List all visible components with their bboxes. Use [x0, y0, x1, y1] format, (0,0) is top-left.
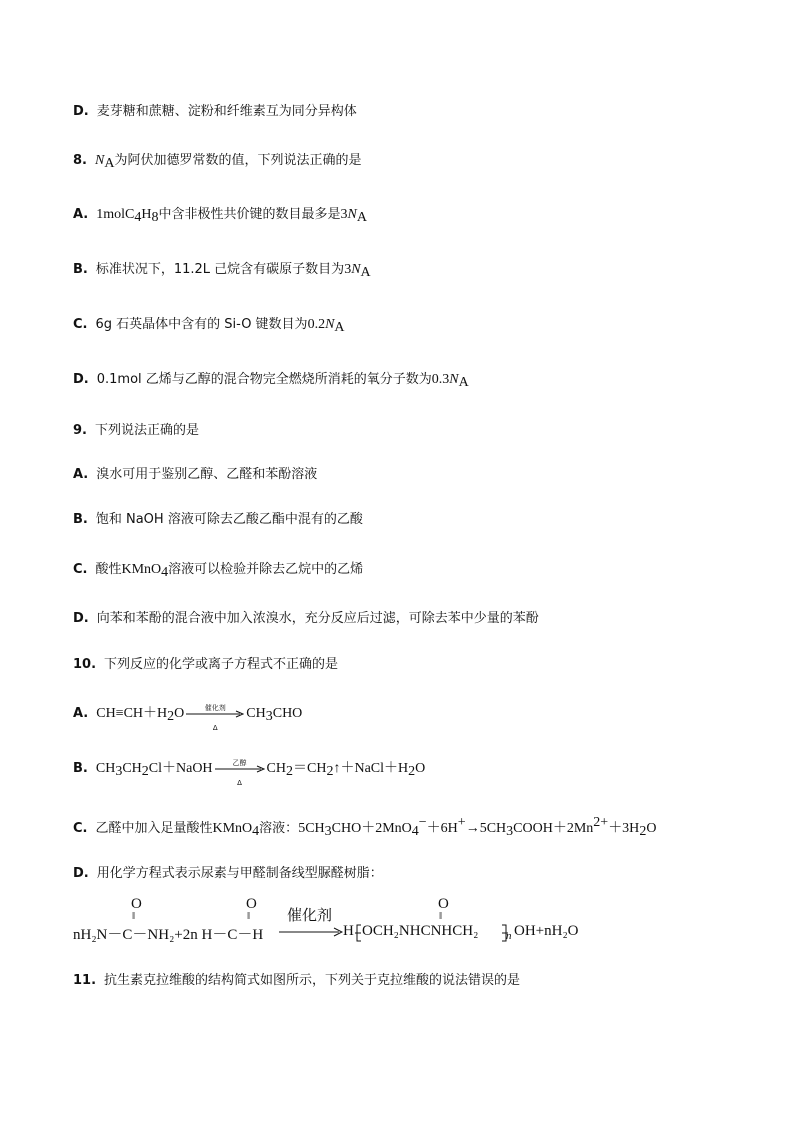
- q9-stem: [73, 422, 199, 440]
- carbonyl-oxygen: O: [438, 896, 449, 912]
- formula-part: ↑＋NaCl＋H: [333, 761, 409, 776]
- formula-subscript: 2: [326, 764, 334, 779]
- option-label: A.: [73, 706, 89, 721]
- option-label: A.: [73, 207, 89, 222]
- formula-subscript: 2: [286, 764, 293, 779]
- formula-part: CH: [266, 761, 286, 776]
- option-text: 用化学方程式表示尿素与甲醛制备线型脲醛树脂：: [96, 866, 383, 881]
- formula-part: O: [415, 761, 426, 776]
- repeat-unit: OCH₂NHCNHCH₂: [362, 923, 479, 939]
- question-number: 11.: [73, 973, 97, 988]
- q9-option-c: [73, 561, 363, 582]
- question-text: 下列反应的化学或离子方程式不正确的是: [104, 657, 339, 672]
- option-text: 0.1mol 乙烯与乙醇的混合物完全燃烧所消耗的氧分子数为: [96, 372, 432, 387]
- q8-option-b: [73, 261, 371, 282]
- formula-subscript: 3: [506, 824, 514, 839]
- coefficient: 0.3: [431, 372, 450, 387]
- option-text: 中含非极性共价键的数目最多是: [158, 207, 341, 222]
- arrow-condition-above: 催化剂: [287, 908, 333, 924]
- question-text: 为阿伏加德罗常数的值，下列说法正确的是: [114, 153, 362, 168]
- question-number: 8.: [73, 153, 87, 168]
- question-number: 9.: [73, 423, 87, 438]
- q8-option-d: [73, 371, 469, 392]
- q9-option-d: [73, 610, 539, 628]
- na-subscript: A: [360, 265, 371, 280]
- q10-option-a: [73, 703, 303, 732]
- formula-part: CHO: [272, 706, 303, 721]
- formula-subscript: 4: [134, 210, 142, 225]
- formula-part: CH: [122, 761, 142, 776]
- option-label: D.: [73, 372, 89, 387]
- formula-subscript: 4: [161, 565, 169, 580]
- double-bond: ‖: [247, 910, 251, 922]
- na-symbol: N: [94, 153, 105, 168]
- formula-part: Cl＋NaOH: [148, 761, 213, 776]
- option-label: D.: [73, 104, 89, 119]
- option-text: 麦芽糖和蔗糖、淀粉和纤维素互为同分异构体: [96, 104, 357, 119]
- formula-part: CH≡CH＋H: [96, 706, 168, 721]
- formula-part: COOH＋2Mn: [513, 821, 594, 836]
- na-subscript: A: [356, 210, 367, 225]
- formula-part: O: [646, 821, 657, 836]
- option-label: C.: [73, 562, 88, 577]
- formula-part: CH: [246, 706, 266, 721]
- option-text: 溶液：: [259, 821, 299, 836]
- formula-subscript: 2: [408, 764, 416, 779]
- formula-subscript: 8: [151, 210, 159, 225]
- q10-option-c: [73, 814, 656, 841]
- coefficient: 0.2: [307, 317, 326, 332]
- na-subscript: A: [104, 156, 115, 171]
- formula-subscript: 3: [324, 824, 332, 839]
- option-text: 6g 石英晶体中含有的 Si-O 键数目为: [95, 317, 308, 332]
- reactants: nH₂N－C－NH₂+2n H－C－H: [73, 927, 264, 943]
- formula-subscript: 3: [265, 709, 273, 724]
- option-label: B.: [73, 262, 88, 277]
- double-bond: ‖: [439, 910, 443, 922]
- q10-stem: [73, 656, 338, 674]
- na-subscript: A: [458, 375, 469, 390]
- carbonyl-oxygen: O: [246, 896, 257, 912]
- option-label: B.: [73, 761, 88, 776]
- double-bond: ‖: [132, 910, 136, 922]
- formula-subscript: 3: [115, 764, 123, 779]
- na-subscript: A: [334, 320, 345, 335]
- arrow-icon: [279, 927, 343, 937]
- option-text: 溴水可用于鉴别乙醇、乙醛和苯酚溶液: [96, 467, 318, 482]
- coefficient: 3: [344, 262, 352, 277]
- formula-part: 1mol: [96, 207, 126, 222]
- na-symbol: N: [449, 372, 459, 387]
- degree-of-polymerization: n: [506, 930, 512, 942]
- question-text: 下列说法正确的是: [94, 423, 199, 438]
- carbonyl-oxygen: O: [131, 896, 142, 912]
- reaction-arrow: [186, 703, 244, 732]
- q11-stem: [73, 972, 520, 990]
- na-symbol: N: [347, 207, 357, 222]
- formula-superscript: +: [457, 815, 466, 830]
- q9-option-b: [73, 511, 363, 529]
- q10-option-b: [73, 758, 426, 787]
- formula-part: ＋3H: [608, 821, 640, 836]
- option-label: D.: [73, 611, 89, 626]
- formula-part: ＋6H: [426, 821, 458, 836]
- urea-formaldehyde-equation: [73, 896, 613, 946]
- q8-option-a: [73, 206, 367, 227]
- q7-option-d: [73, 103, 357, 121]
- option-label: B.: [73, 512, 88, 527]
- option-label: C.: [73, 317, 88, 332]
- option-text: 乙醛中加入足量酸性: [95, 821, 213, 836]
- arrow-condition-below: Δ: [212, 723, 218, 732]
- formula-part: CH: [95, 761, 116, 776]
- formula-subscript: 2: [141, 764, 149, 779]
- option-label: C.: [73, 821, 88, 836]
- product-part: H: [343, 923, 354, 939]
- q10-option-d: [73, 865, 383, 883]
- option-text: 向苯和苯酚的混合液中加入浓溴水，充分反应后过滤，可除去苯中少量的苯酚: [96, 611, 539, 626]
- arrow-condition-above: 催化剂: [204, 703, 226, 712]
- question-number: 10.: [73, 657, 97, 672]
- q9-option-a: [73, 466, 317, 484]
- formula-part: O: [174, 706, 185, 721]
- option-text: 溶液可以检验并除去乙烷中的乙烯: [168, 562, 364, 577]
- arrow-condition-above: 乙醇: [232, 758, 247, 767]
- option-label: A.: [73, 467, 89, 482]
- formula-part: ＝CH: [293, 761, 327, 776]
- arrow-condition-below: Δ: [237, 778, 242, 787]
- option-text: 饱和 NaOH 溶液可除去乙酸乙酯中混有的乙酸: [95, 512, 363, 527]
- option-label: D.: [73, 866, 89, 881]
- formula-subscript: 2: [167, 709, 175, 724]
- formula-part: KMnO: [212, 821, 253, 836]
- formula-subscript: 4: [411, 824, 419, 839]
- formula-part: CHO＋2MnO: [331, 821, 412, 836]
- option-text: 酸性: [95, 562, 122, 577]
- reaction-arrow: [215, 758, 265, 787]
- formula-part: KMnO: [121, 562, 162, 577]
- option-text: 标准状况下，11.2L 己烷含有碳原子数目为: [95, 262, 345, 277]
- formula-part: H: [141, 207, 152, 222]
- na-symbol: N: [351, 262, 361, 277]
- q8-stem: [73, 152, 361, 173]
- products-end: OH+nH₂O: [514, 923, 579, 939]
- formula-subscript: 4: [252, 824, 260, 839]
- formula-subscript: 2: [639, 824, 647, 839]
- formula-part: 5CH: [298, 821, 325, 836]
- q8-option-c: [73, 316, 345, 337]
- formula-part: →5CH: [465, 821, 507, 836]
- formula-superscript: 2+: [593, 815, 609, 830]
- formula-part: C: [125, 207, 135, 222]
- question-text: 抗生素克拉维酸的结构简式如图所示，下列关于克拉维酸的说法错误的是: [104, 973, 521, 988]
- formula-superscript: −: [418, 815, 427, 830]
- na-symbol: N: [325, 317, 335, 332]
- coefficient: 3: [340, 207, 348, 222]
